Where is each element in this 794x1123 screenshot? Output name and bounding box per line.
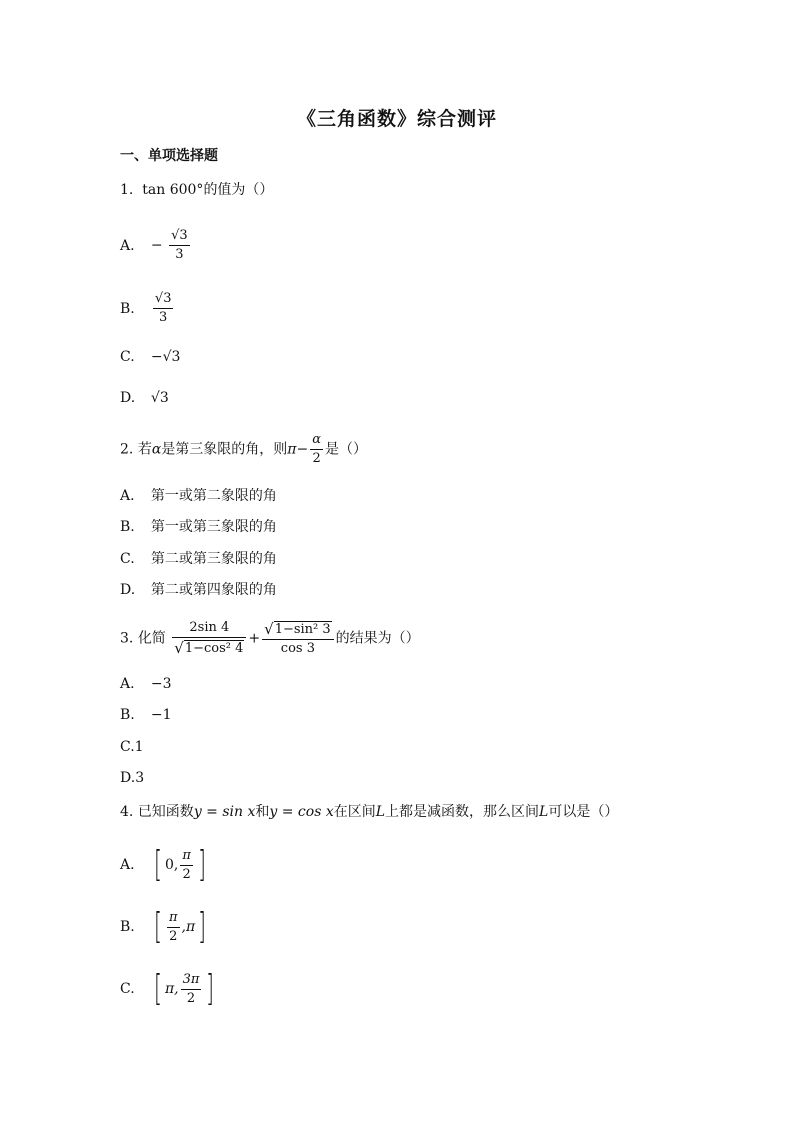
question-text: 和 xyxy=(255,804,270,820)
interval-left: 0, xyxy=(164,857,179,873)
numerator: √3 xyxy=(154,291,172,306)
numerator: 3π xyxy=(182,971,200,987)
option-text: 第一或第三象限的角 xyxy=(150,519,277,535)
option-label: A. xyxy=(120,488,135,504)
option-label: D. xyxy=(120,390,136,406)
option-label: D. xyxy=(120,770,136,786)
q2-option-a[interactable] xyxy=(120,486,277,506)
question-text: 的结果为（） xyxy=(335,630,420,647)
question-number: 1. xyxy=(120,182,134,198)
option-label: A. xyxy=(120,237,135,254)
interval: [ 0, $\frac{\pi}{2}$ ] xyxy=(154,844,206,885)
math-expression: y = sin x xyxy=(193,804,256,820)
denominator: 2 xyxy=(169,928,178,944)
q1-option-a[interactable] xyxy=(120,228,192,263)
denominator: 3 xyxy=(159,310,168,325)
question-text: 上都是减函数，那么区间 xyxy=(385,804,540,820)
radicand: 1−sin² 3 xyxy=(274,622,331,637)
sqrt: √ 1−sin² 3 xyxy=(264,620,331,638)
option-label: A. xyxy=(120,857,135,873)
interval-left: π, xyxy=(164,981,179,997)
question-3-stem xyxy=(120,620,420,657)
option-text: 第二或第三象限的角 xyxy=(150,551,277,567)
q1-option-b[interactable] xyxy=(120,291,175,326)
question-text: 可以是（） xyxy=(548,804,619,820)
option-value: −√3 xyxy=(150,349,181,365)
option-label: C. xyxy=(120,739,135,755)
question-number: 2. xyxy=(120,441,134,458)
denominator: 3 xyxy=(175,247,184,262)
interval-right: ,π xyxy=(181,919,196,935)
question-number: 3. xyxy=(120,630,134,647)
option-text: 第一或第二象限的角 xyxy=(150,488,277,504)
option-value: 1 xyxy=(134,739,144,755)
q2-option-d[interactable] xyxy=(120,580,277,600)
option-label: B. xyxy=(120,519,135,535)
numerator: α xyxy=(312,432,321,447)
q2-option-b[interactable] xyxy=(120,517,277,537)
question-1-stem xyxy=(120,180,273,200)
numerator: √3 xyxy=(171,228,188,243)
numerator: 2sin 4 xyxy=(189,620,230,635)
math-expression: tan 600° xyxy=(142,182,204,198)
numerator: π xyxy=(168,909,178,925)
question-number: 4. xyxy=(120,804,134,820)
minus-sign: − xyxy=(150,237,163,254)
math-variable: π xyxy=(287,441,297,458)
math-expression: y = cos x xyxy=(269,804,334,820)
fraction xyxy=(310,432,323,467)
fraction-1 xyxy=(172,620,246,657)
option-value: 3 xyxy=(135,770,145,786)
fraction-2 xyxy=(262,620,334,657)
interval: [ π, $\frac{3\pi}{2}$ ] xyxy=(154,968,215,1009)
option-value: √3 xyxy=(150,390,169,406)
option-label: C. xyxy=(120,981,135,997)
option-label: B. xyxy=(120,707,135,723)
math-variable: α xyxy=(151,441,162,458)
q3-option-d[interactable] xyxy=(120,768,144,788)
denominator: 2 xyxy=(182,866,191,882)
question-text: 的值为（） xyxy=(203,182,274,198)
question-text: 在区间 xyxy=(333,804,376,820)
q4-option-a[interactable] xyxy=(120,845,209,885)
q1-option-c[interactable] xyxy=(120,347,180,367)
radicand: 1−cos² 4 xyxy=(184,641,244,656)
option-label: B. xyxy=(120,300,135,317)
math-variable: L xyxy=(375,804,386,820)
denominator: 2 xyxy=(186,990,196,1006)
option-value: −1 xyxy=(150,707,172,723)
math-variable: L xyxy=(539,804,549,820)
q3-option-a[interactable] xyxy=(120,674,172,694)
interval: [ $\frac{\pi}{2}$ ,π ] xyxy=(154,906,207,947)
q4-option-c[interactable] xyxy=(120,969,217,1009)
question-text: 化简 xyxy=(137,630,166,647)
fraction xyxy=(169,228,190,263)
option-value: −3 xyxy=(150,676,172,692)
option-label: D. xyxy=(120,582,136,598)
question-text: 是第三象限的角，则 xyxy=(161,441,288,458)
minus-sign: − xyxy=(296,441,309,458)
fraction xyxy=(153,291,174,326)
option-text: 第二或第四象限的角 xyxy=(150,582,277,598)
option-label: C. xyxy=(120,551,135,567)
denominator: cos 3 xyxy=(280,641,315,656)
option-label: A. xyxy=(120,676,135,692)
q3-option-c[interactable] xyxy=(120,737,144,757)
q3-option-b[interactable] xyxy=(120,705,172,725)
question-text: 若 xyxy=(137,441,152,458)
question-4-stem xyxy=(120,802,618,822)
q1-option-d[interactable] xyxy=(120,388,169,408)
document-title: 《三角函数》综合测评 xyxy=(296,108,497,130)
numerator: π xyxy=(182,847,191,863)
plus-sign: + xyxy=(248,630,261,647)
q4-option-b[interactable] xyxy=(120,907,209,947)
option-label: B. xyxy=(120,919,135,935)
question-text: 是（） xyxy=(325,441,367,458)
q2-option-c[interactable] xyxy=(120,549,277,569)
question-text: 已知函数 xyxy=(137,804,194,820)
section-heading: 一、单项选择题 xyxy=(120,148,218,164)
question-2-stem xyxy=(120,432,367,467)
option-label: C. xyxy=(120,349,135,365)
sqrt: √ 1−cos² 4 xyxy=(174,639,244,657)
denominator: 2 xyxy=(312,451,321,466)
